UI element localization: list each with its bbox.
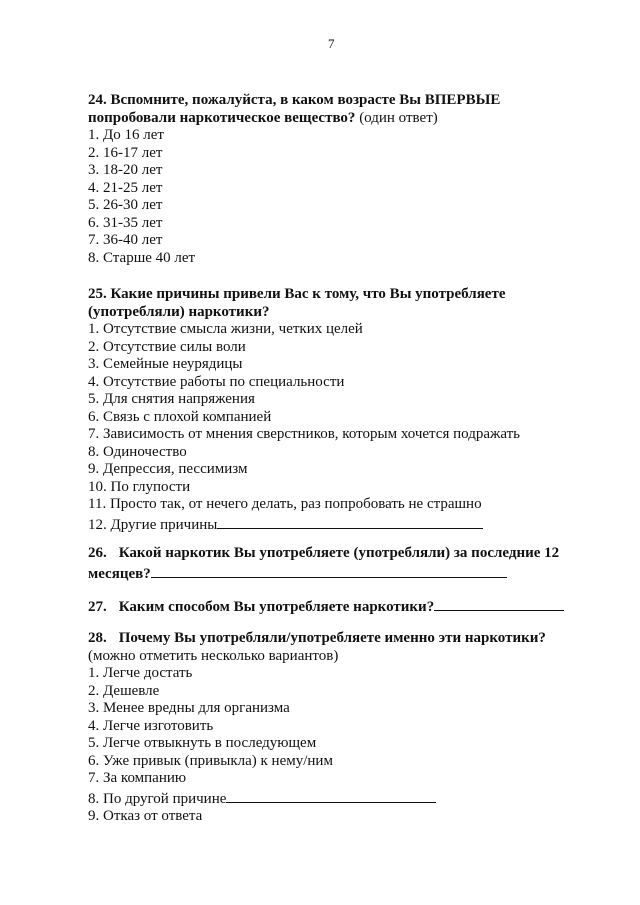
option: 1. Отсутствие смысла жизни, четких целей xyxy=(88,321,363,337)
page-number: 7 xyxy=(328,36,335,51)
option-other xyxy=(88,514,588,535)
question-26-title xyxy=(88,545,588,583)
option: 4. 21-25 лет xyxy=(88,179,163,196)
question-27-number: 27. xyxy=(88,599,107,615)
question-28-options xyxy=(88,665,588,826)
question-28 xyxy=(88,630,588,826)
option: 11. Просто так, от нечего делать, раз попробовать не страшно xyxy=(88,496,482,512)
option: 8. Старше 40 лет xyxy=(88,249,196,266)
question-27-text: Каким способом Вы употребляете наркотики? xyxy=(118,599,435,615)
option-other xyxy=(88,788,588,809)
option: 3. Менее вредны для организма xyxy=(88,700,290,716)
option: 2. Дешевле xyxy=(88,682,160,699)
option: 5. Легче отвыкнуть в последующем xyxy=(88,735,317,751)
answer-blank-line[interactable] xyxy=(217,514,483,529)
option: 10. По глупости xyxy=(88,478,191,495)
option: 6. Связь с плохой компанией xyxy=(88,408,272,425)
option: 1. До 16 лет xyxy=(88,127,164,143)
question-25-options xyxy=(88,321,588,534)
question-27-title xyxy=(88,596,588,617)
question-24-text: 24. Вспомните, пожалуйста, в каком возрасте Вы ВПЕРВЫЕ попробовали наркотическое вещество? xyxy=(88,92,501,126)
question-28-text: Почему Вы употребляли/употребляете именно эти наркотики? xyxy=(118,630,546,646)
answer-blank-line[interactable] xyxy=(226,788,436,803)
option: 1. Легче достать xyxy=(88,665,193,681)
question-28-number: 28. xyxy=(88,630,107,646)
option: 5. Для снятия напряжения xyxy=(88,391,255,407)
option-other-label: 12. Другие причины xyxy=(88,516,218,533)
option: 7. Зависимость от мнения сверстников, которым хочется подражать xyxy=(88,426,521,442)
question-24-title xyxy=(88,92,588,127)
option: 5. 26-30 лет xyxy=(88,197,163,213)
option: 8. Одиночество xyxy=(88,443,187,460)
question-24-options xyxy=(88,127,588,267)
question-25 xyxy=(88,286,588,534)
option: 9. Отказ от ответа xyxy=(88,808,203,824)
question-26-number: 26. xyxy=(88,545,107,561)
question-24 xyxy=(88,92,588,267)
question-28-title xyxy=(88,630,588,648)
question-24-note: (один ответ) xyxy=(355,109,438,126)
question-25-title: 25. Какие причины привели Вас к тому, что Вы употребляете (употребляли) наркотики? xyxy=(88,286,506,320)
answer-blank-line[interactable] xyxy=(151,563,507,578)
option: 4. Легче изготовить xyxy=(88,717,214,734)
option: 2. 16-17 лет xyxy=(88,144,163,161)
option: 3. Семейные неурядицы xyxy=(88,356,243,372)
option: 9. Депрессия, пессимизм xyxy=(88,461,248,477)
question-26-text-line2: месяцев? xyxy=(88,565,151,582)
question-26 xyxy=(88,545,588,583)
option: 4. Отсутствие работы по специальности xyxy=(88,373,345,390)
question-28-note: (можно отметить несколько вариантов) xyxy=(88,647,339,664)
option: 6. 31-35 лет xyxy=(88,214,163,231)
option: 3. 18-20 лет xyxy=(88,162,163,178)
answer-blank-line[interactable] xyxy=(434,596,564,611)
question-27 xyxy=(88,596,588,617)
option: 7. 36-40 лет xyxy=(88,232,163,248)
option: 6. Уже привык (привыкла) к нему/ним xyxy=(88,752,333,769)
option: 2. Отсутствие силы воли xyxy=(88,338,246,355)
option: 7. За компанию xyxy=(88,770,187,786)
option-other-label: 8. По другой причине xyxy=(88,790,227,807)
question-26-text: Какой наркотик Вы употребляете (употребляли) за последние 12 xyxy=(118,545,560,561)
